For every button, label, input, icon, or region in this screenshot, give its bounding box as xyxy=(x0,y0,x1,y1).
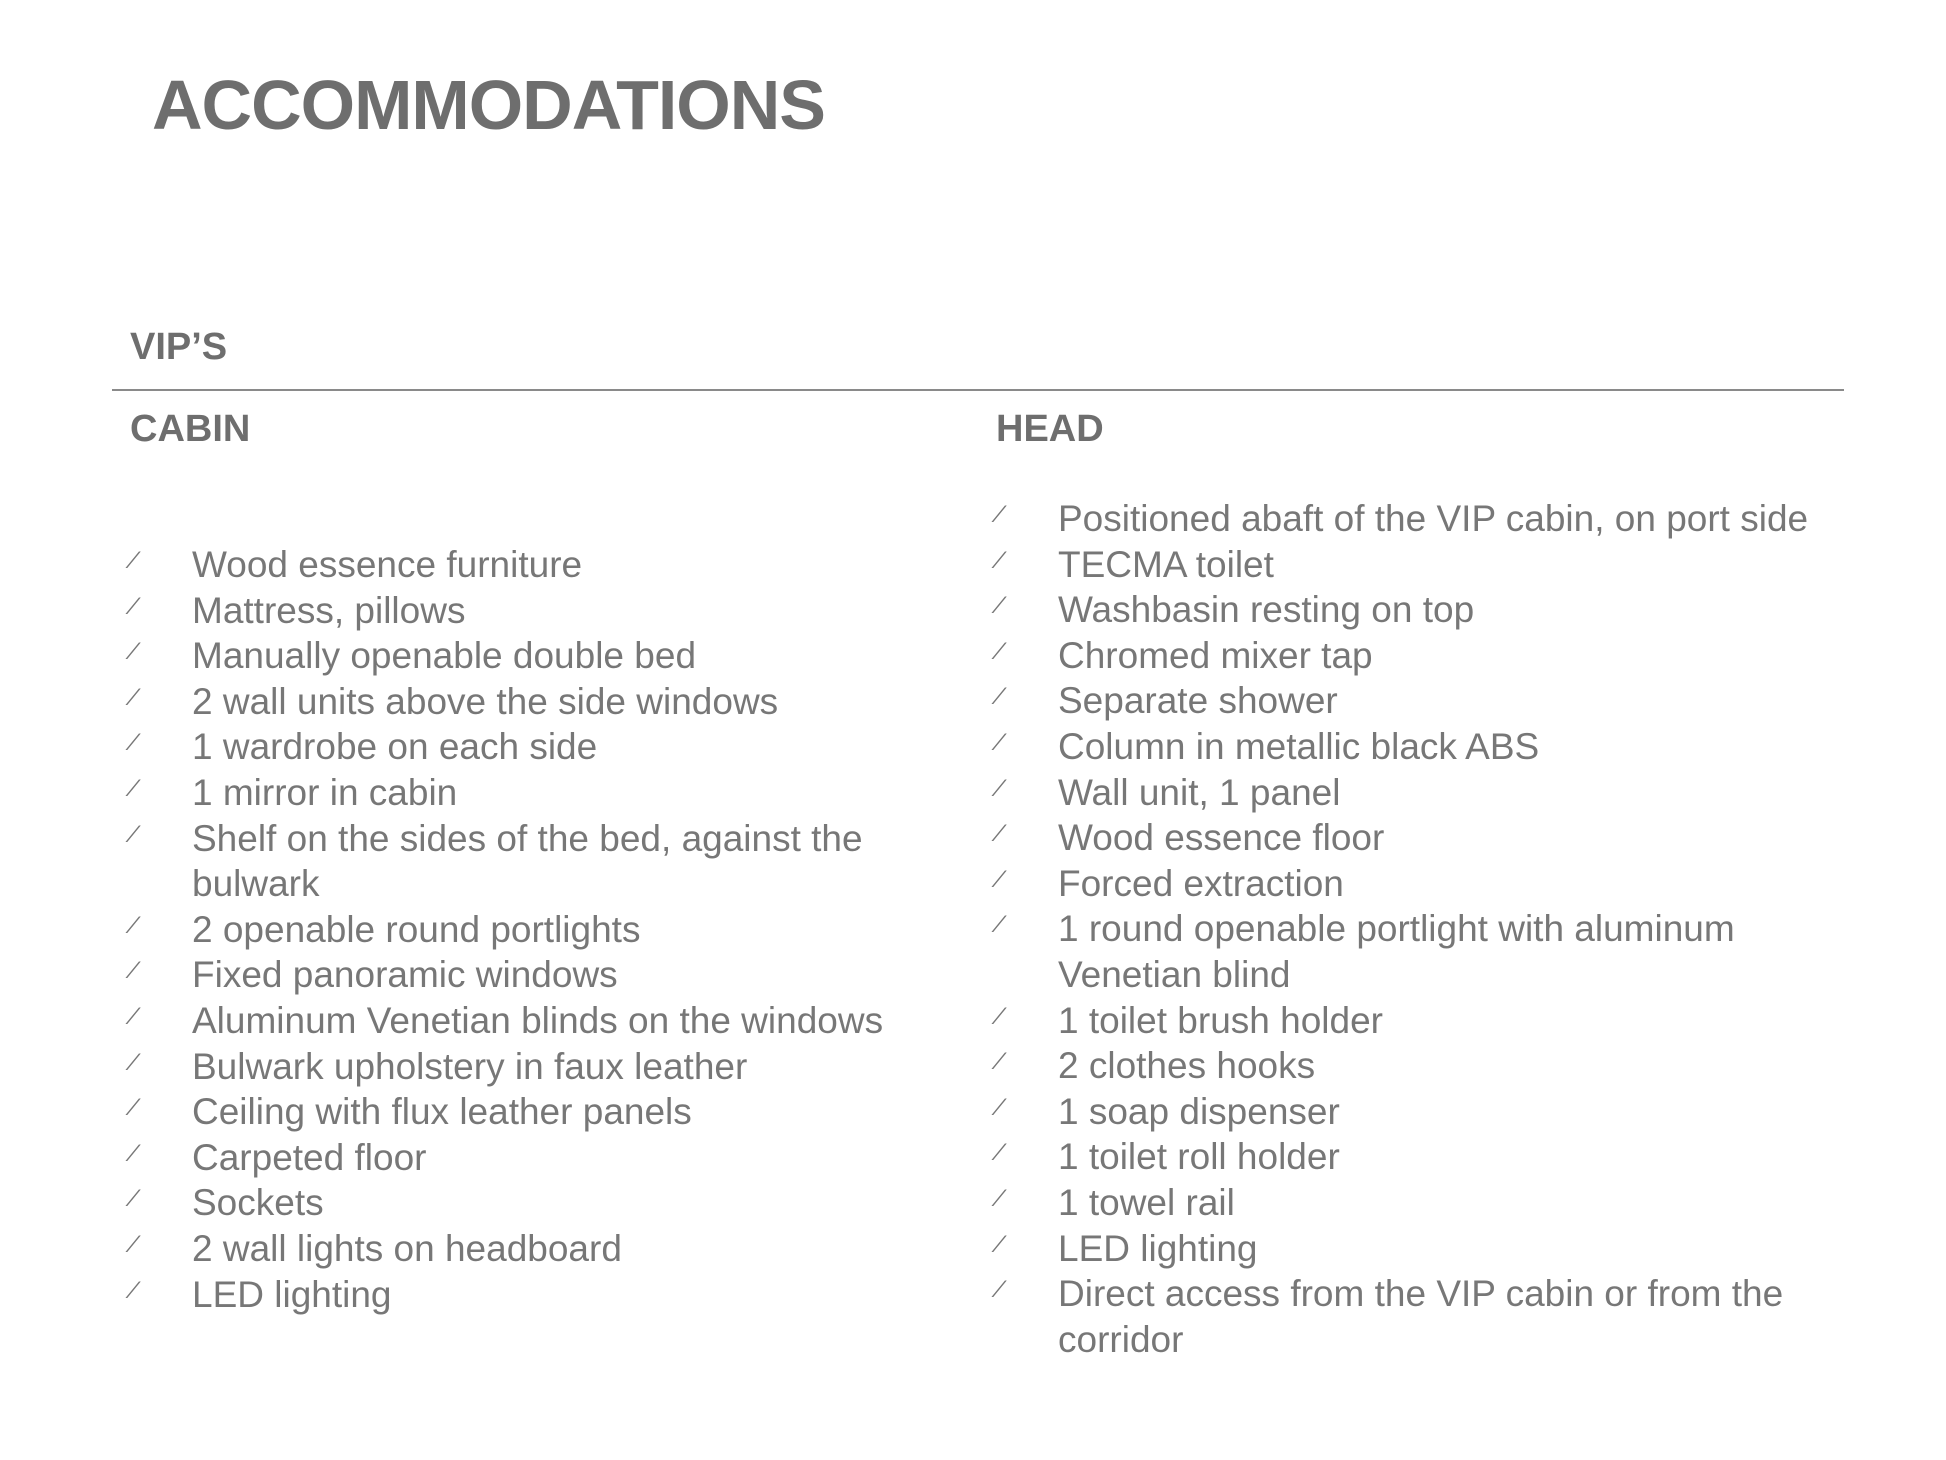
list-item-text: LED lighting xyxy=(192,1273,392,1315)
list-item-text: Forced extraction xyxy=(1058,862,1344,904)
list-item-text: Aluminum Venetian blinds on the windows xyxy=(192,999,884,1041)
list-item-text: Mattress, pillows xyxy=(192,589,466,631)
list-item xyxy=(996,542,1846,588)
list-item xyxy=(130,1180,900,1226)
slash-bullet-icon: ⁄ xyxy=(998,865,1003,893)
list-item xyxy=(130,588,900,634)
list-item xyxy=(130,724,900,770)
list-item-text: Sockets xyxy=(192,1182,324,1224)
list-item-text: TECMA toilet xyxy=(1058,543,1274,585)
list-item-text: Carpeted floor xyxy=(192,1136,427,1178)
slash-bullet-icon: ⁄ xyxy=(998,1139,1003,1167)
slash-bullet-icon: ⁄ xyxy=(132,1048,137,1076)
slash-bullet-icon: ⁄ xyxy=(998,683,1003,711)
list-item-text: 1 round openable portlight with aluminum Venetian blind xyxy=(1058,908,1735,995)
slash-bullet-icon: ⁄ xyxy=(132,638,137,666)
cabin-heading: CABIN xyxy=(130,408,251,450)
list-item xyxy=(996,1134,1846,1180)
slash-bullet-icon: ⁄ xyxy=(998,911,1003,939)
section-title-vips: VIP’S xyxy=(130,326,228,368)
slash-bullet-icon: ⁄ xyxy=(132,729,137,757)
list-item-text: Ceiling with flux leather panels xyxy=(192,1091,692,1133)
slash-bullet-icon: ⁄ xyxy=(132,1276,137,1304)
list-item-text: Column in metallic black ABS xyxy=(1058,725,1540,767)
list-item xyxy=(996,1043,1846,1089)
slash-bullet-icon: ⁄ xyxy=(132,820,137,848)
slash-bullet-icon: ⁄ xyxy=(132,592,137,620)
list-item-text: Manually openable double bed xyxy=(192,635,697,677)
list-item xyxy=(130,1089,900,1135)
list-item xyxy=(996,861,1846,907)
slash-bullet-icon: ⁄ xyxy=(998,1276,1003,1304)
cabin-column xyxy=(130,408,900,1315)
slash-bullet-icon: ⁄ xyxy=(998,820,1003,848)
list-item-text: Separate shower xyxy=(1058,680,1338,722)
head-heading: HEAD xyxy=(996,408,1104,450)
list-item xyxy=(130,633,900,679)
list-item-text: Wood essence floor xyxy=(1058,817,1385,859)
list-item xyxy=(130,907,900,953)
list-item xyxy=(996,633,1846,679)
list-item-text: Chromed mixer tap xyxy=(1058,634,1373,676)
list-item-text: Bulwark upholstery in faux leather xyxy=(192,1045,748,1087)
slash-bullet-icon: ⁄ xyxy=(998,1048,1003,1076)
slash-bullet-icon: ⁄ xyxy=(132,1185,137,1213)
list-item xyxy=(996,770,1846,816)
list-item xyxy=(996,724,1846,770)
list-item-text: Wall unit, 1 panel xyxy=(1058,771,1341,813)
list-item-text: Direct access from the VIP cabin or from the corridor xyxy=(1058,1273,1784,1360)
list-item-text: Shelf on the sides of the bed, against the bulwark xyxy=(192,817,863,905)
list-item xyxy=(996,678,1846,724)
head-column xyxy=(996,408,1846,1360)
slash-bullet-icon: ⁄ xyxy=(132,683,137,711)
slash-bullet-icon: ⁄ xyxy=(132,1094,137,1122)
slash-bullet-icon: ⁄ xyxy=(132,957,137,985)
list-item-text: 1 towel rail xyxy=(1058,1181,1235,1223)
list-item xyxy=(996,1226,1846,1272)
slash-bullet-icon: ⁄ xyxy=(132,547,137,574)
list-item-text: 1 toilet brush holder xyxy=(1058,999,1383,1041)
list-item xyxy=(130,816,900,907)
list-item xyxy=(996,587,1846,633)
slash-bullet-icon: ⁄ xyxy=(998,501,1003,528)
list-item xyxy=(130,1044,900,1090)
slash-bullet-icon: ⁄ xyxy=(132,911,137,939)
list-item-text: 1 mirror in cabin xyxy=(192,771,458,813)
list-item xyxy=(996,1271,1846,1362)
list-item xyxy=(130,542,900,588)
list-item-text: 1 toilet roll holder xyxy=(1058,1136,1340,1178)
list-item-text: Positioned abaft of the VIP cabin, on port side xyxy=(1058,498,1809,539)
slash-bullet-icon: ⁄ xyxy=(132,1139,137,1167)
list-item xyxy=(996,1180,1846,1226)
slash-bullet-icon: ⁄ xyxy=(998,1184,1003,1212)
list-item-text: Fixed panoramic windows xyxy=(192,954,618,996)
page-title: ACCOMMODATIONS xyxy=(152,66,825,144)
slash-bullet-icon: ⁄ xyxy=(998,592,1003,620)
list-item-text: 2 openable round portlights xyxy=(192,908,641,950)
list-item xyxy=(996,815,1846,861)
list-item xyxy=(996,998,1846,1044)
cabin-item-list xyxy=(130,542,900,1317)
slash-bullet-icon: ⁄ xyxy=(132,774,137,802)
list-item-text: LED lighting xyxy=(1058,1227,1258,1269)
list-item-text: 2 wall lights on headboard xyxy=(192,1227,622,1269)
list-item xyxy=(996,906,1846,997)
list-item-text: Washbasin resting on top xyxy=(1058,589,1475,631)
list-item-text: 1 soap dispenser xyxy=(1058,1090,1340,1132)
slash-bullet-icon: ⁄ xyxy=(998,637,1003,665)
list-item xyxy=(996,1089,1846,1135)
slash-bullet-icon: ⁄ xyxy=(998,1093,1003,1121)
list-item xyxy=(130,952,900,998)
list-item-text: 1 wardrobe on each side xyxy=(192,726,598,768)
list-item xyxy=(130,998,900,1044)
list-item xyxy=(130,1135,900,1181)
slash-bullet-icon: ⁄ xyxy=(132,1002,137,1030)
list-item xyxy=(996,496,1846,542)
slash-bullet-icon: ⁄ xyxy=(998,546,1003,574)
head-item-list xyxy=(996,496,1846,1362)
list-item-text: Wood essence furniture xyxy=(192,544,583,585)
list-item xyxy=(130,1272,900,1318)
slash-bullet-icon: ⁄ xyxy=(132,1230,137,1258)
section-divider xyxy=(112,389,1844,391)
list-item xyxy=(130,679,900,725)
list-item-text: 2 clothes hooks xyxy=(1058,1045,1316,1087)
slash-bullet-icon: ⁄ xyxy=(998,1002,1003,1030)
slash-bullet-icon: ⁄ xyxy=(998,728,1003,756)
list-item xyxy=(130,1226,900,1272)
list-item-text: 2 wall units above the side windows xyxy=(192,680,779,722)
slash-bullet-icon: ⁄ xyxy=(998,1230,1003,1258)
list-item xyxy=(130,770,900,816)
slash-bullet-icon: ⁄ xyxy=(998,774,1003,802)
